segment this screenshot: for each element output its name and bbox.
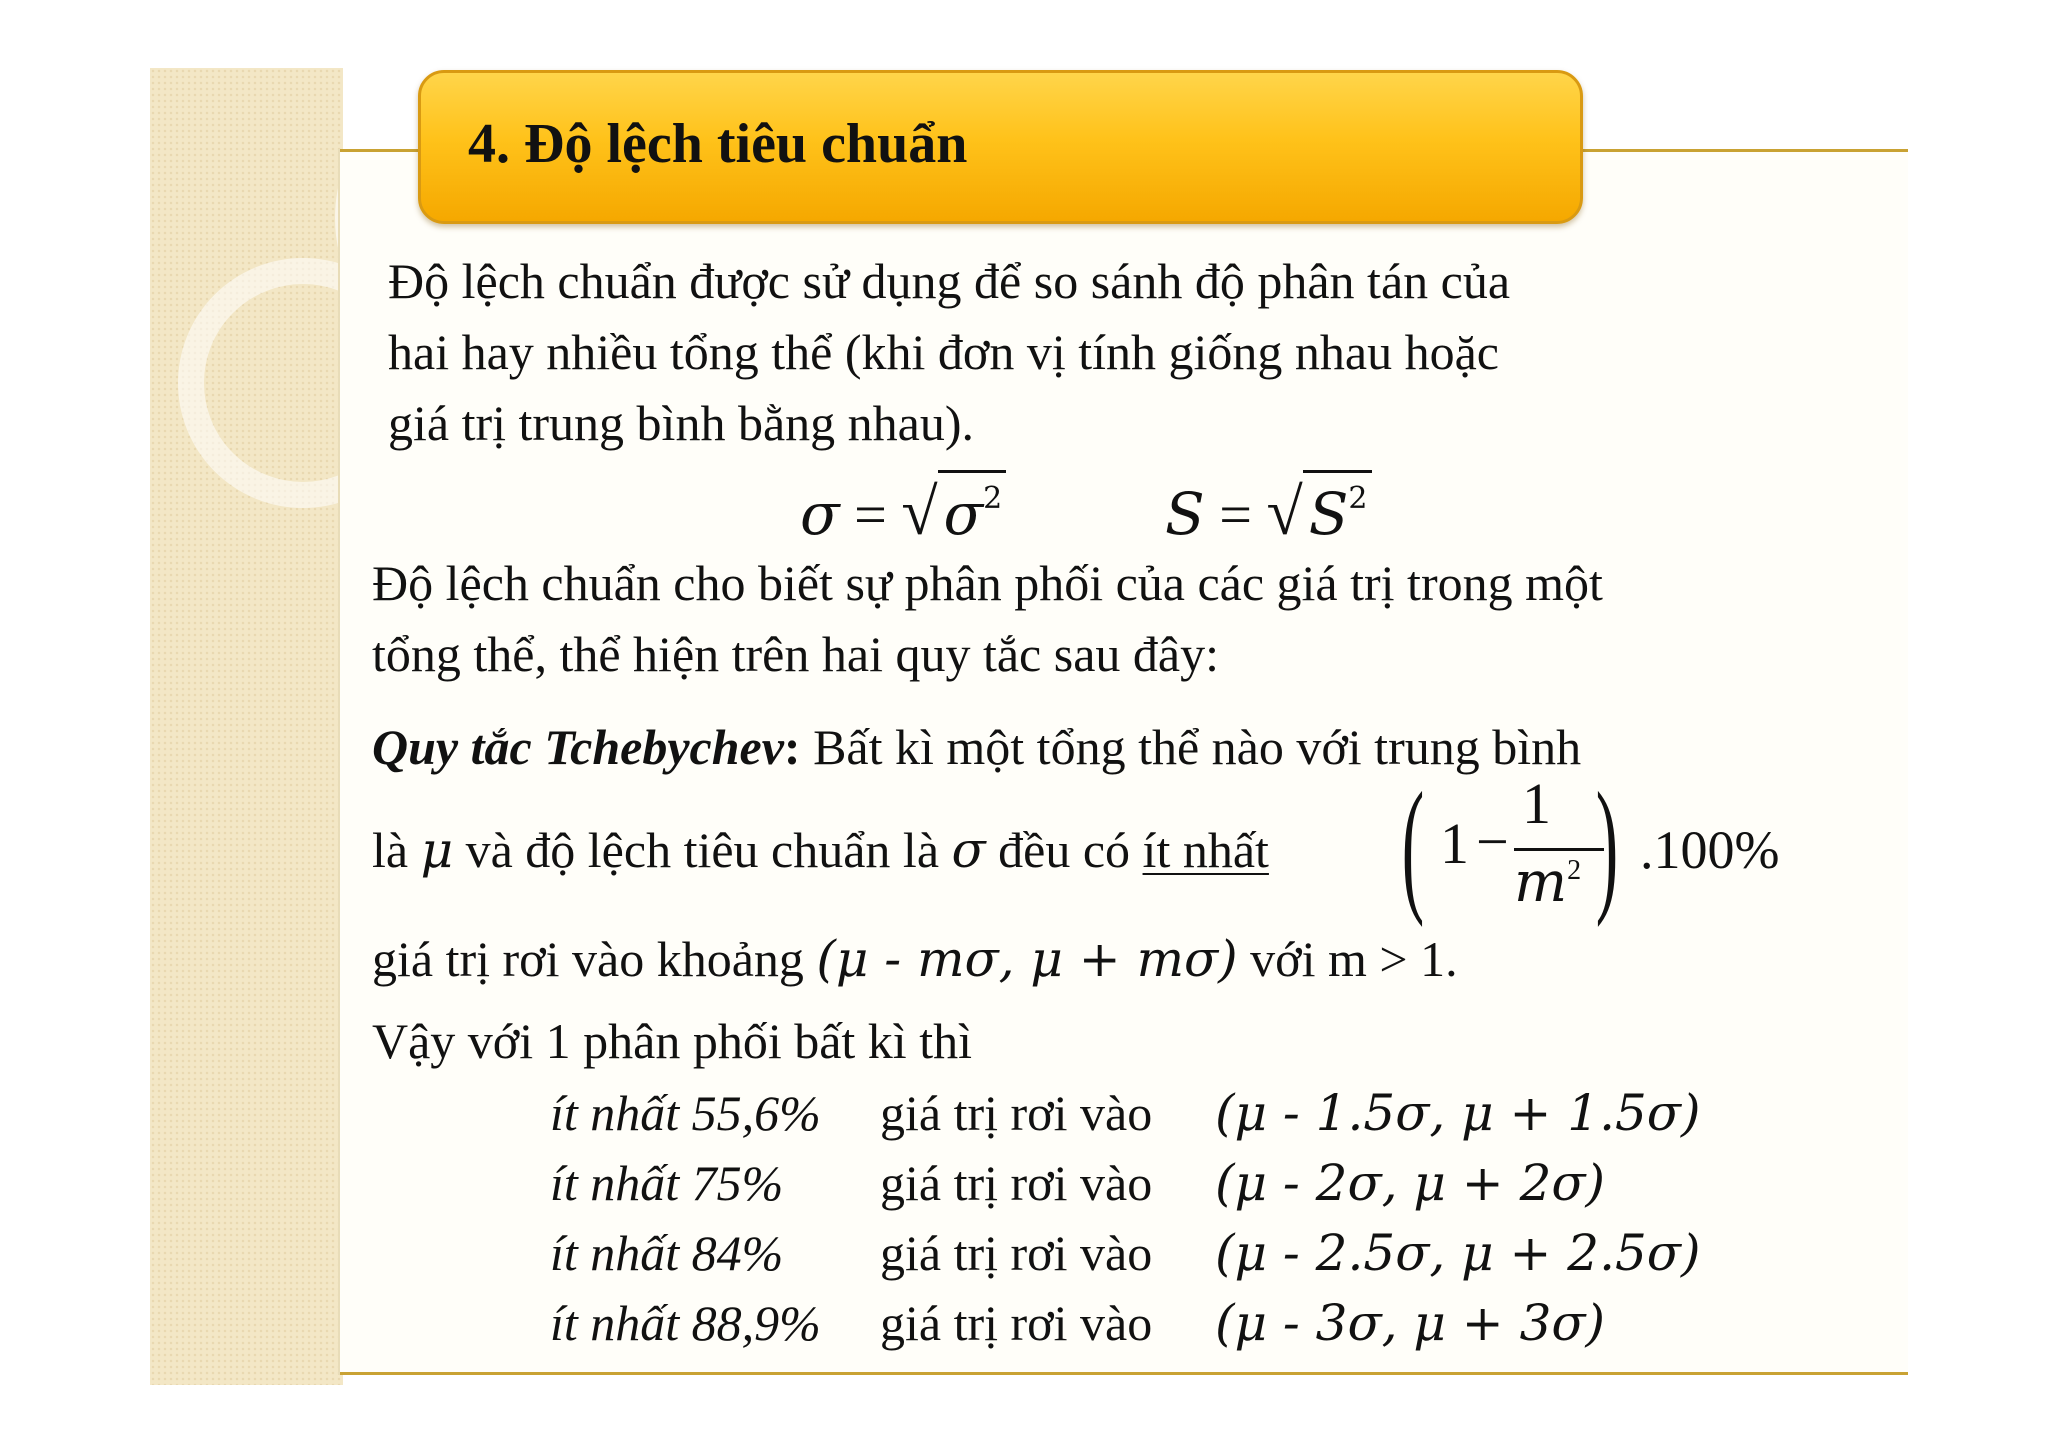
rule-colon: :	[783, 719, 801, 775]
sqrt-symbol: √	[901, 476, 938, 549]
formula-s	[1165, 470, 1372, 551]
row-label: giá trị rơi vào	[880, 1085, 1153, 1141]
interval-row	[550, 1224, 1701, 1282]
formula-s-eq: =	[1219, 482, 1252, 547]
frac-denominator	[1514, 850, 1581, 915]
frac-one: 1	[1440, 811, 1469, 876]
row-percent: ít nhất 55,6%	[550, 1085, 821, 1141]
frac-den-power: 2	[1567, 855, 1582, 886]
row-label: giá trị rơi vào	[880, 1155, 1153, 1211]
formula-sigma-power: 2	[983, 481, 1003, 516]
frac-minus: −	[1476, 809, 1509, 874]
frame-bottom-rule	[338, 1372, 1908, 1375]
interval-row	[550, 1084, 1701, 1142]
interval-row	[550, 1294, 1606, 1352]
percent-text: .100%	[1640, 820, 1780, 880]
row-percent: ít nhất 88,9%	[550, 1295, 821, 1351]
rule-line-1	[372, 712, 1581, 783]
row-range: (μ - 2σ, μ + 2σ)	[1215, 1154, 1606, 1212]
rule-line-2	[372, 815, 1269, 886]
summary-line: Vậy với 1 phân phối bất kì thì	[372, 1013, 972, 1069]
sqrt-symbol: √	[1266, 476, 1303, 549]
fraction-expression	[1401, 762, 1622, 940]
rule-text: Bất kì một tổng thể nào với trung bình	[800, 719, 1582, 775]
row-label: giá trị rơi vào	[880, 1295, 1153, 1351]
formula-s-radicand	[1303, 470, 1372, 548]
at-least-underlined: ít nhất	[1142, 822, 1269, 878]
rule-text: là	[372, 822, 421, 878]
row-label: giá trị rơi vào	[880, 1225, 1153, 1281]
intro-line: hai hay nhiều tổng thể (khi đơn vị tính giống nhau hoặc	[388, 324, 1499, 380]
row-range: (μ - 1.5σ, μ + 1.5σ)	[1215, 1084, 1701, 1142]
rule-text: giá trị rơi vào khoảng	[372, 931, 817, 987]
description-line: tổng thể, thể hiện trên hai quy tắc sau đây:	[372, 626, 1219, 682]
frac-den-var: m	[1514, 850, 1568, 915]
rule-text: với m > 1.	[1237, 931, 1458, 987]
formula-s-power: 2	[1348, 481, 1368, 516]
decorative-side-strip	[150, 68, 343, 1385]
formula-sigma-lhs: σ	[800, 480, 840, 548]
formula-sigma-eq: =	[854, 482, 887, 547]
right-paren: )	[1595, 762, 1619, 928]
formula-sigma	[800, 470, 1006, 551]
interval-row	[550, 1154, 1606, 1212]
mu-symbol: μ	[420, 821, 454, 879]
intro-line: giá trị trung bình bằng nhau).	[388, 395, 974, 451]
left-paren: (	[1401, 762, 1425, 928]
interval-expression: (μ - mσ, μ + mσ)	[816, 930, 1238, 988]
frac-numerator: 1	[1522, 771, 1551, 836]
description-line: Độ lệch chuẩn cho biết sự phân phối của các giá trị trong một	[372, 555, 1603, 611]
row-range: (μ - 3σ, μ + 3σ)	[1215, 1294, 1606, 1352]
row-percent: ít nhất 75%	[550, 1155, 784, 1211]
sigma-symbol: σ	[951, 821, 986, 879]
slide-title: 4. Độ lệch tiêu chuẩn	[468, 113, 968, 175]
formula-s-lhs: S	[1165, 480, 1205, 548]
rule-line-3	[372, 924, 1458, 995]
formula-sigma-radicand	[938, 470, 1007, 548]
radicand-symbol: S	[1308, 480, 1349, 548]
row-range: (μ - 2.5σ, μ + 2.5σ)	[1215, 1224, 1701, 1282]
radicand-symbol: σ	[943, 480, 984, 548]
rule-text: và độ lệch tiêu chuẩn là	[453, 822, 952, 878]
rule-name: Quy tắc Tchebychev	[372, 719, 784, 775]
frame-left-rule	[338, 149, 340, 1375]
intro-line: Độ lệch chuẩn được sử dụng để so sánh độ phân tán của	[388, 253, 1511, 309]
row-percent: ít nhất 84%	[550, 1225, 784, 1281]
rule-text: đều có	[985, 822, 1143, 878]
